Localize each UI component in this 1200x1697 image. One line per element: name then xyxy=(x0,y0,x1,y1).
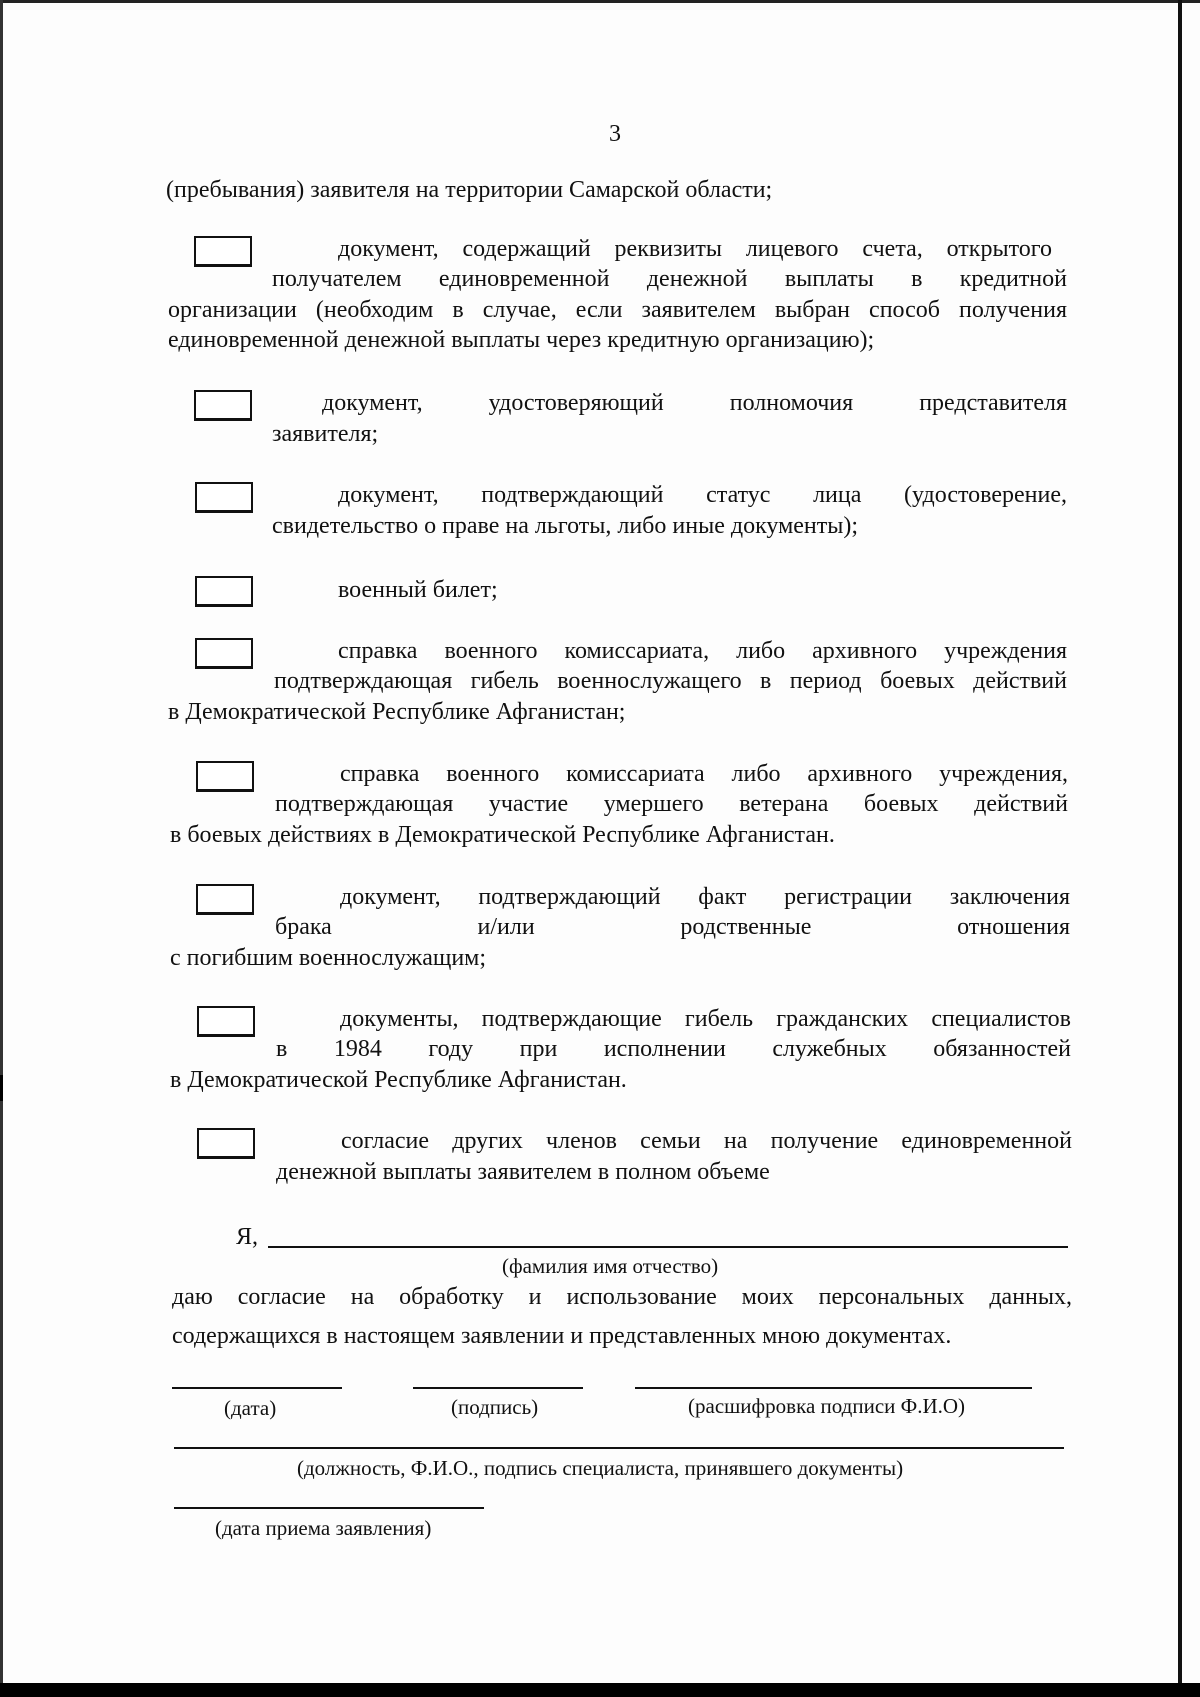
item-line: брака и/или родственные отношения xyxy=(275,914,1070,940)
item-line: в Демократической Республике Афганистан. xyxy=(170,1067,627,1093)
item-line: документ, удостоверяющий полномочия представителя xyxy=(322,390,1067,416)
item-line: справка военного комиссариата либо архивного учреждения, xyxy=(340,761,1068,787)
checkbox-representative-authority[interactable] xyxy=(194,390,252,421)
item-line: документ, подтверждающий факт регистрации заключения xyxy=(340,884,1070,910)
item-line: военный билет; xyxy=(338,577,498,603)
consent-text: даю согласие на обработку и использование моих персональных данных, xyxy=(172,1284,1072,1310)
specialist-field[interactable] xyxy=(174,1447,1064,1449)
scan-mark xyxy=(0,1075,3,1101)
page-border-right xyxy=(1178,0,1182,1697)
checkbox-family-consent[interactable] xyxy=(197,1128,255,1159)
checkbox-participation-certificate[interactable] xyxy=(196,761,254,792)
item-line: согласие других членов семьи на получение единовременной xyxy=(341,1128,1072,1154)
signature-decoding-field[interactable] xyxy=(635,1387,1032,1389)
item-line: в 1984 году при исполнении служебных обязанностей xyxy=(276,1036,1071,1062)
consent-prefix: Я, xyxy=(236,1224,259,1250)
date-caption: (дата) xyxy=(224,1396,277,1420)
item-line: организации (необходим в случае, если заявителем выбран способ получения xyxy=(168,297,1067,323)
intro-line: (пребывания) заявителя на территории Самарской области; xyxy=(166,177,773,203)
checkbox-account-details[interactable] xyxy=(194,236,252,267)
checkbox-civil-specialists[interactable] xyxy=(197,1006,255,1037)
item-line: в боевых действиях в Демократической Республике Афганистан. xyxy=(170,822,835,848)
consent-text: содержащихся в настоящем заявлении и представленных мною документах. xyxy=(172,1323,952,1349)
item-line: получателем единовременной денежной выплаты в кредитной xyxy=(272,266,1067,292)
page-number: 3 xyxy=(609,121,621,147)
checkbox-military-id[interactable] xyxy=(195,576,253,607)
item-line: единовременной денежной выплаты через кредитную организацию); xyxy=(168,327,875,353)
item-line: подтверждающая участие умершего ветерана боевых действий xyxy=(275,791,1068,817)
specialist-caption: (должность, Ф.И.О., подпись специалиста, принявшего документы) xyxy=(297,1456,904,1480)
item-line: подтверждающая гибель военнослужащего в период боевых действий xyxy=(274,668,1067,694)
item-line: с погибшим военнослужащим; xyxy=(170,945,487,971)
item-line: в Демократической Республике Афганистан; xyxy=(168,699,626,725)
item-line: денежной выплаты заявителем в полном объеме xyxy=(276,1159,770,1185)
date-field[interactable] xyxy=(172,1387,342,1389)
item-line: справка военного комиссариата, либо архивного учреждения xyxy=(338,638,1067,664)
item-line: свидетельство о праве на льготы, либо иные документы); xyxy=(272,513,859,539)
item-line: документ, содержащий реквизиты лицевого счета, открытого xyxy=(338,236,1052,262)
item-line: документы, подтверждающие гибель гражданских специалистов xyxy=(340,1006,1071,1032)
full-name-caption: (фамилия имя отчество) xyxy=(502,1254,719,1278)
full-name-field[interactable] xyxy=(268,1246,1068,1248)
signature-field[interactable] xyxy=(413,1387,583,1389)
checkbox-marriage-document[interactable] xyxy=(196,884,254,915)
receipt-date-caption: (дата приема заявления) xyxy=(215,1516,432,1540)
page-border-bottom xyxy=(0,1683,1200,1697)
checkbox-status-document[interactable] xyxy=(195,482,253,513)
receipt-date-field[interactable] xyxy=(174,1507,484,1509)
signature-caption: (подпись) xyxy=(451,1395,539,1419)
checkbox-death-certificate[interactable] xyxy=(195,638,253,669)
page-border-top xyxy=(0,0,1200,3)
item-line: документ, подтверждающий статус лица (удостоверение, xyxy=(338,482,1067,508)
signature-decoding-caption: (расшифровка подписи Ф.И.О) xyxy=(688,1394,966,1418)
item-line: заявителя; xyxy=(272,421,379,447)
page-border-left xyxy=(0,0,3,1697)
